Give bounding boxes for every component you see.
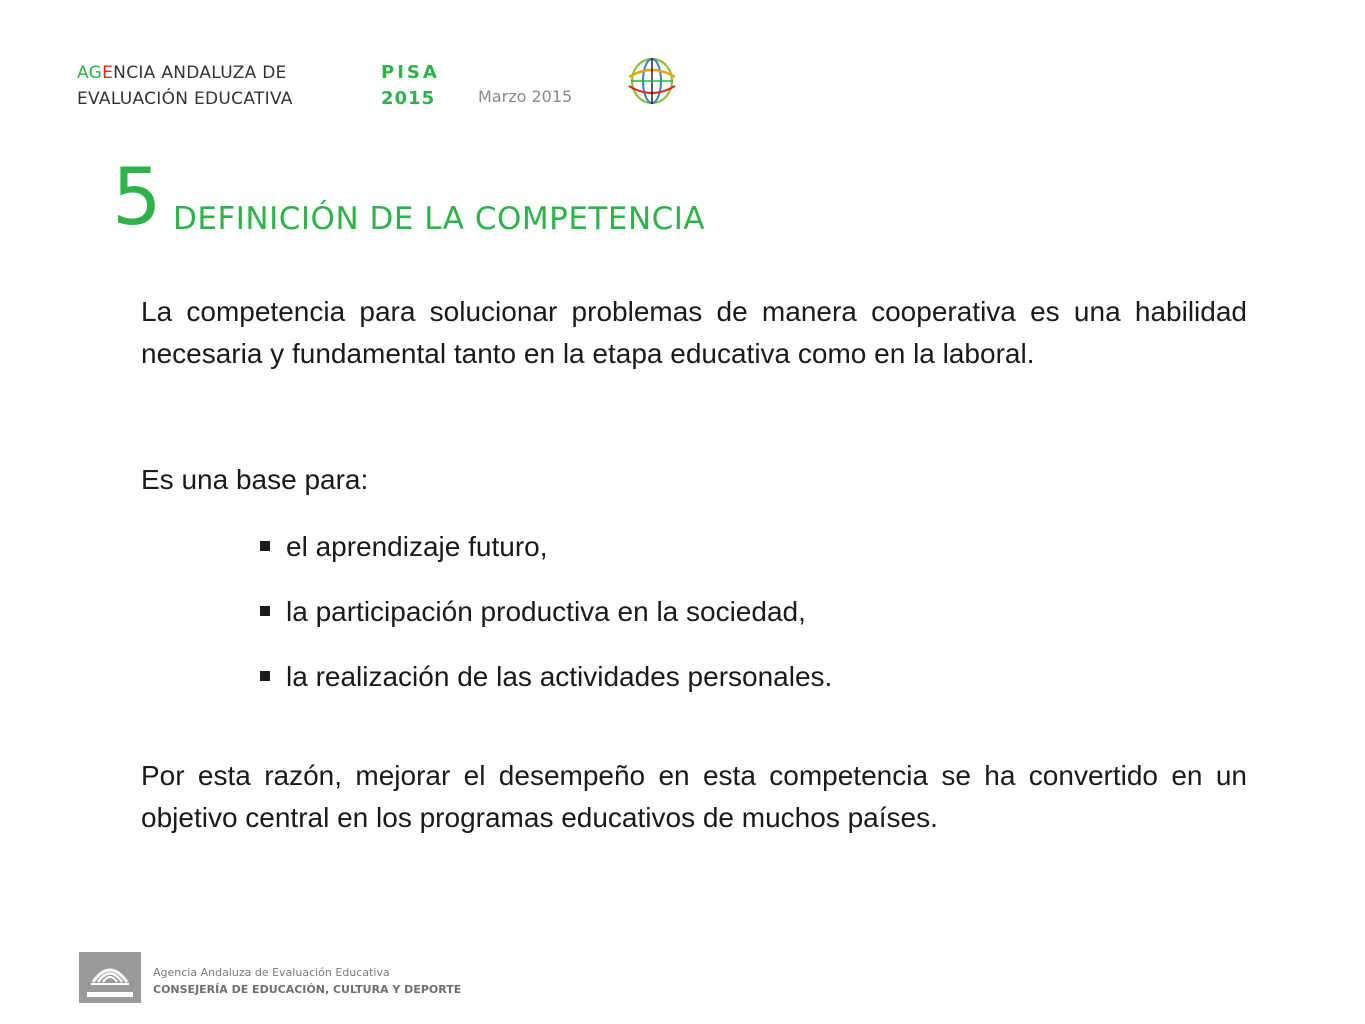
- pisa-label: [381, 60, 440, 112]
- footer-ministry-name: CONSEJERÍA DE EDUCACIÓN, CULTURA Y DEPORTE: [153, 983, 462, 996]
- section-title: DEFINICIÓN DE LA COMPETENCIA: [173, 201, 706, 237]
- agency-letter-n: N: [113, 63, 127, 83]
- agency-name: [77, 60, 293, 112]
- agency-letter-e: E: [102, 63, 114, 83]
- section-number: 5: [112, 153, 162, 243]
- agency-name-line2: EVALUACIÓN EDUCATIVA: [77, 89, 293, 109]
- square-bullet-icon: [260, 541, 270, 551]
- agency-letter-g: G: [88, 63, 103, 83]
- bullet-text: la participación productiva en la sociedad,: [286, 596, 806, 627]
- paragraph-intro: La competencia para solucionar problemas de manera cooperativa es una habilidad necesaria y fundamental tanto en la etapa educativa como en la laboral.: [141, 296, 1247, 369]
- pisa-year: 2015: [381, 88, 436, 109]
- list-item: [260, 526, 832, 591]
- bullet-list: [260, 526, 832, 721]
- globe-logo-icon: [625, 55, 679, 107]
- square-bullet-icon: [260, 671, 270, 681]
- pisa-text: PISA: [381, 62, 440, 83]
- footer-agency-name: Agencia Andaluza de Evaluación Educativa: [153, 966, 390, 979]
- paragraph-conclusion: Por esta razón, mejorar el desempeño en esta competencia se ha convertido en un objetivo central en los programas educativos de muchos países.: [141, 760, 1247, 833]
- header-date: Marzo 2015: [478, 87, 573, 106]
- bullet-text: el aprendizaje futuro,: [286, 531, 548, 562]
- square-bullet-icon: [260, 606, 270, 616]
- list-item: [260, 656, 832, 721]
- agency-name-line1: [77, 60, 293, 86]
- agency-name-rest: CIA ANDALUZA DE: [126, 63, 287, 83]
- base-intro: Es una base para:: [141, 464, 369, 495]
- bullet-text: la realización de las actividades personales.: [286, 661, 833, 692]
- list-item: [260, 591, 832, 656]
- junta-de-andalucia-logo-icon: [79, 952, 141, 1003]
- agency-letter-a: A: [77, 63, 89, 83]
